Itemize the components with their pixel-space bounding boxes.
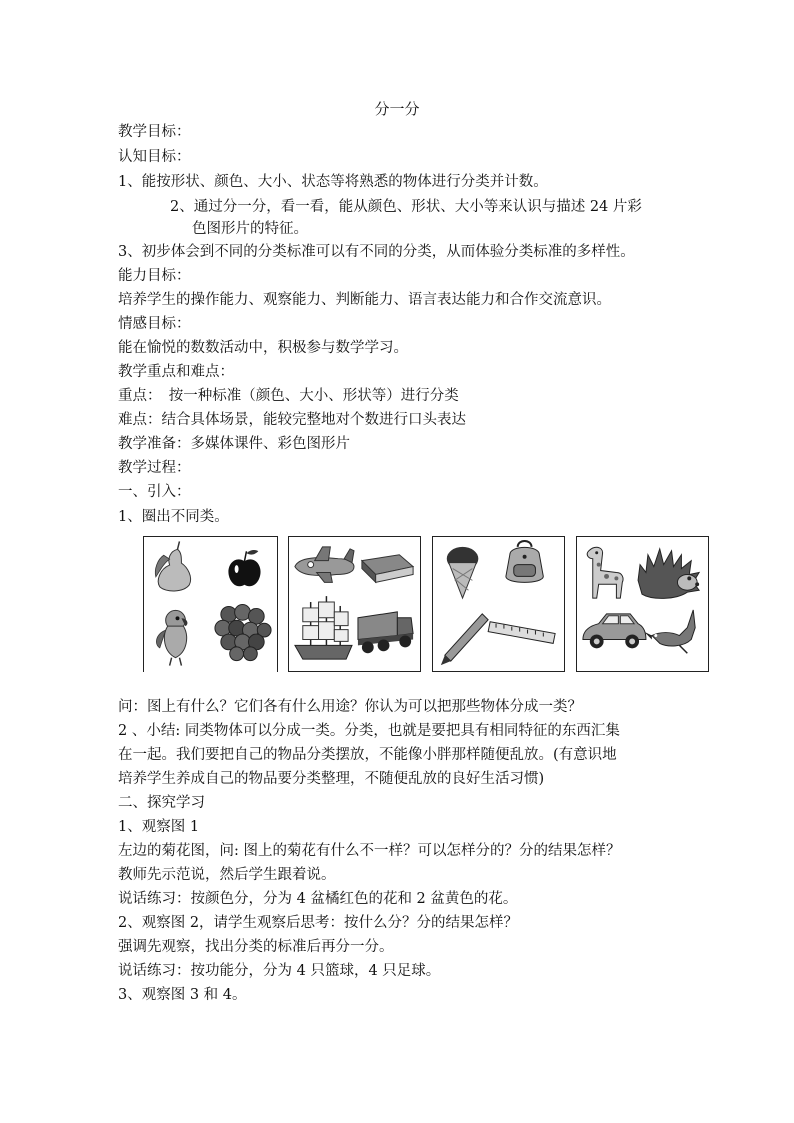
text-line: 在一起。我们要把自己的物品分类摆放，不能像小胖那样随便乱放。(有意识地 (118, 747, 617, 763)
airplane-icon (295, 547, 354, 582)
text-line: 1、圈出不同类。 (118, 509, 229, 525)
text-line: 教师先示范说，然后学生跟着说。 (118, 867, 336, 883)
text-line: 色图形片的特征。 (192, 221, 308, 237)
backpack-icon (506, 541, 543, 582)
text-line: 情感目标： (118, 316, 191, 332)
text-line: 2 、小结: 同类物体可以分成一类。分类，也就是要把具有相同特征的东西汇集 (118, 723, 620, 739)
picture-panel-1 (143, 536, 278, 672)
text-line: 说话练习：按功能分，分为 4 只篮球，4 只足球。 (118, 963, 441, 979)
text-line: 问：图上有什么？它们各有什么用途？你认为可以把那些物体分成一类？ (118, 699, 582, 715)
text-line: 2、观察图 2，请学生观察后思考：按什么分？分的结果怎样？ (118, 915, 519, 931)
text-line: 2、通过分一分，看一看，能从颜色、形状、大小等来认识与描述 24 片彩 (170, 199, 642, 215)
text-line: 说话练习：按颜色分，分为 4 盆橘红色的花和 2 盆黄色的花。 (118, 891, 518, 907)
apple-icon (228, 550, 260, 586)
text-line: 左边的菊花图，问: 图上的菊花有什么不一样？可以怎样分的？分的结果怎样？ (118, 843, 621, 859)
picture-panel-3 (432, 536, 565, 672)
text-line: 教学目标： (118, 124, 191, 140)
book-icon (362, 555, 413, 583)
car-icon (583, 614, 646, 648)
text-line: 一、引入： (118, 484, 191, 500)
giraffe-icon (587, 547, 623, 598)
text-line: 认知目标： (118, 149, 191, 165)
picture-panel-2 (288, 536, 421, 672)
sailing-ship-icon (295, 596, 352, 659)
text-line: 重点： 按一种标准（颜色、大小、形状等）进行分类 (118, 388, 459, 404)
truck-icon (358, 612, 413, 653)
text-line: 培养学生的操作能力、观察能力、判断能力、语言表达能力和合作交流意识。 (118, 292, 611, 308)
ruler-icon (488, 622, 555, 644)
text-line: 难点：结合具体场景，能较完整地对个数进行口头表达 (118, 412, 466, 428)
hedgehog-icon (638, 549, 699, 599)
text-line: 能力目标： (118, 268, 191, 284)
text-line: 教学准备：多媒体课件、彩色图形片 (118, 436, 350, 452)
text-line: 3、观察图 3 和 4。 (118, 987, 247, 1003)
text-line: 教学过程： (118, 460, 191, 476)
text-line: 二、探究学习 (118, 795, 205, 811)
text-line: 1、观察图 1 (118, 819, 200, 835)
pear-icon (155, 541, 190, 591)
picture-panel-4 (576, 536, 709, 672)
text-line: 强调先观察，找出分类的标准后再分一分。 (118, 939, 394, 955)
ice-cream-icon (447, 547, 479, 598)
pencil-icon (441, 614, 488, 665)
parrot-icon (156, 610, 187, 665)
text-line: 3、初步体会到不同的分类标准可以有不同的分类，从而体验分类标准的多样性。 (118, 244, 635, 260)
page-title: 分一分 (374, 100, 420, 118)
bird-icon (644, 610, 695, 653)
text-line: 培养学生养成自己的物品要分类整理，不随便乱放的良好生活习惯) (118, 771, 545, 787)
text-line: 1、能按形状、颜色、大小、状态等将熟悉的物体进行分类并计数。 (118, 174, 548, 190)
grapes-icon (215, 605, 271, 661)
text-line: 能在愉悦的数数活动中，积极参与数学学习。 (118, 340, 408, 356)
text-line: 教学重点和难点： (118, 364, 234, 380)
